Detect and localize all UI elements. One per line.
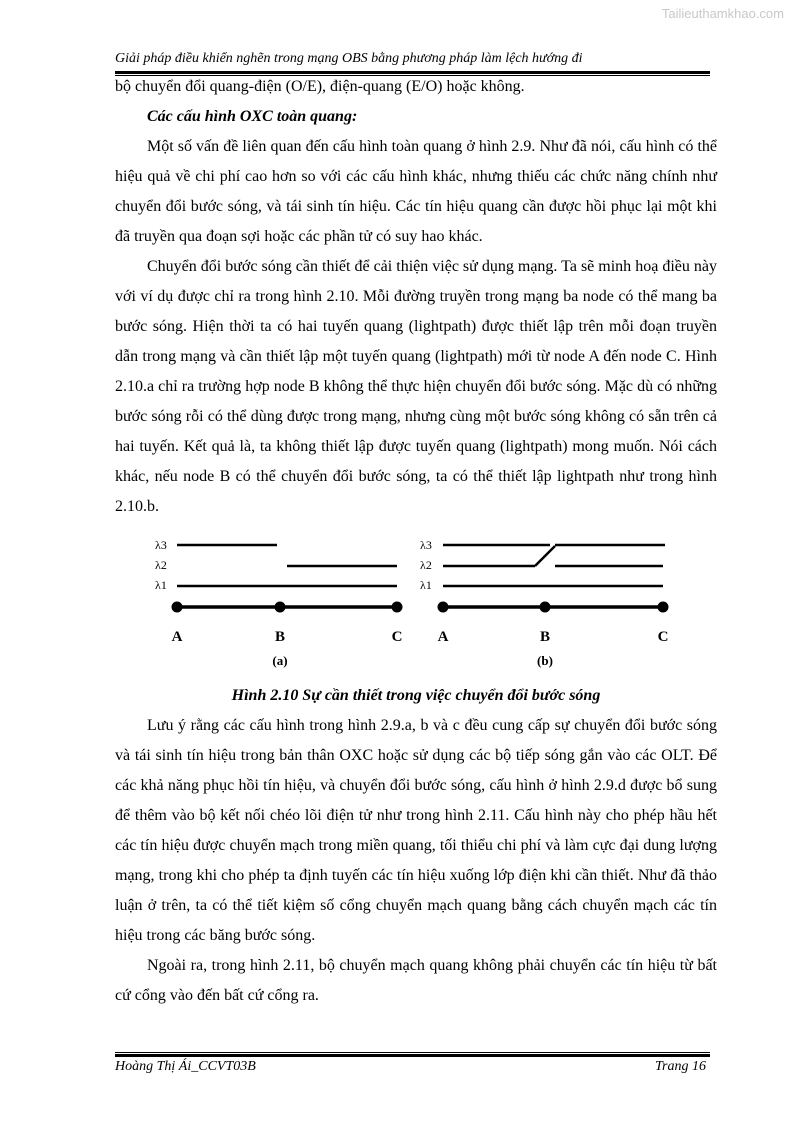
node-label-a-a: A bbox=[171, 629, 183, 645]
node-label-b-c: C bbox=[657, 629, 669, 645]
lambda-label-b-3: λ3 bbox=[420, 538, 432, 552]
node-label-a-c: C bbox=[391, 629, 403, 645]
paragraph-intro: bộ chuyển đổi quang-điện (O/E), điện-quang (E/O) hoặc không. bbox=[115, 78, 525, 95]
node-a-b bbox=[275, 602, 286, 613]
page-header: Giải pháp điều khiển nghẽn trong mạng OBS bằng phương pháp làm lệch hướng đi bbox=[115, 51, 583, 66]
footer-author: Hoàng Thị Ái_CCVT03B bbox=[115, 1059, 256, 1074]
path-b-conversion bbox=[535, 546, 555, 566]
node-label-b-b: B bbox=[539, 629, 551, 645]
node-label-b-a: A bbox=[437, 629, 449, 645]
figure-2-10 bbox=[115, 529, 717, 681]
lambda-label-a-3: λ3 bbox=[155, 538, 167, 552]
paragraph-3: Lưu ý rằng các cấu hình trong hình 2.9.a, b và c đều cung cấp sự chuyển đổi bước sóng và tái sinh tín hiệu trong bản thân OXC hoặc sử dụng các bộ tiếp sóng gắn vào các OLT. Để các khả năng phục hồi tín hiệu, và chuyển đổi bước sóng, cấu hình ở hình 2.9.d được bổ sung để thêm vào bộ kết nối chéo lõi điện tử như trong hình 2.11. Cấu hình này cho phép hầu hết các tín hiệu được chuyển mạch trong miền quang, tối thiểu chi phí và làm cực đại dung lượng mạng, trong khi cho phép ta định tuyến các tín hiệu xuống lớp điện khi cần thiết. Như đã thảo luận ở trên, ta có thể tiết kiệm số cổng chuyển mạch quang bằng cách chuyển mạch các tín hiệu trong các băng bước sóng. bbox=[115, 717, 717, 944]
node-a-c bbox=[392, 602, 403, 613]
watermark: Tailieuthamkhao.com bbox=[661, 6, 784, 21]
paragraph-2: Chuyển đổi bước sóng cần thiết để cải thiện việc sử dụng mạng. Ta sẽ minh hoạ điều này với ví dụ được chỉ ra trong hình 2.10. Mỗi đường truyền trong mạng ba node có thể mang ba bước sóng. Hiện thời ta có hai tuyến quang (lightpath) được thiết lập trên mỗi đoạn truyền dẫn trong mạng và cần thiết lập một tuyến quang (lightpath) mới từ node A đến node C. Hình 2.10.a chỉ ra trường hợp node B không thể thực hiện chuyển đổi bước sóng. Mặc dù có những bước sóng rỗi có thể dùng được trong mạng, nhưng cùng một bước sóng không có sẵn trên cả hai tuyến. Kết quả là, ta không thiết lập được tuyến quang (lightpath) mong muốn. Nói cách khác, nếu node B có thể chuyển đổi bước sóng, ta có thể thiết lập lightpath như trong hình 2.10.b. bbox=[115, 258, 717, 515]
paragraph-1: Một số vấn đề liên quan đến cấu hình toàn quang ở hình 2.9. Như đã nói, cấu hình có thể hiệu quả về chi phí cao hơn so với các cấu hình khác, nhưng thiếu các chức năng chính như chuyển đổi bước sóng, và tái sinh tín hiệu. Các tín hiệu quang cần được hồi phục lại một khi đã truyền qua đoạn sợi hoặc các phần tử có suy hao khác. bbox=[115, 138, 717, 245]
node-b-b bbox=[540, 602, 551, 613]
node-a-a bbox=[172, 602, 183, 613]
lambda-label-a-1: λ1 bbox=[155, 578, 167, 592]
footer-rule bbox=[115, 1052, 710, 1057]
lambda-label-a-2: λ2 bbox=[155, 558, 167, 572]
node-b-a bbox=[438, 602, 449, 613]
footer-page-number: Trang 16 bbox=[655, 1059, 706, 1074]
sub-label-a: (a) bbox=[272, 653, 288, 668]
paragraph-4: Ngoài ra, trong hình 2.11, bộ chuyển mạch quang không phải chuyển các tín hiệu từ bất cứ cổng vào đến bất cứ cổng ra. bbox=[115, 957, 717, 1004]
wavelength-conversion-diagram bbox=[115, 529, 717, 681]
figure-caption: Hình 2.10 Sự cần thiết trong việc chuyển đổi bước sóng bbox=[231, 687, 601, 704]
node-label-a-b: B bbox=[274, 629, 286, 645]
section-heading: Các cấu hình OXC toàn quang: bbox=[147, 108, 358, 125]
lambda-label-b-1: λ1 bbox=[420, 578, 432, 592]
lambda-label-b-2: λ2 bbox=[420, 558, 432, 572]
sub-label-b: (b) bbox=[537, 653, 553, 668]
document-body bbox=[115, 72, 717, 1011]
node-b-c bbox=[658, 602, 669, 613]
